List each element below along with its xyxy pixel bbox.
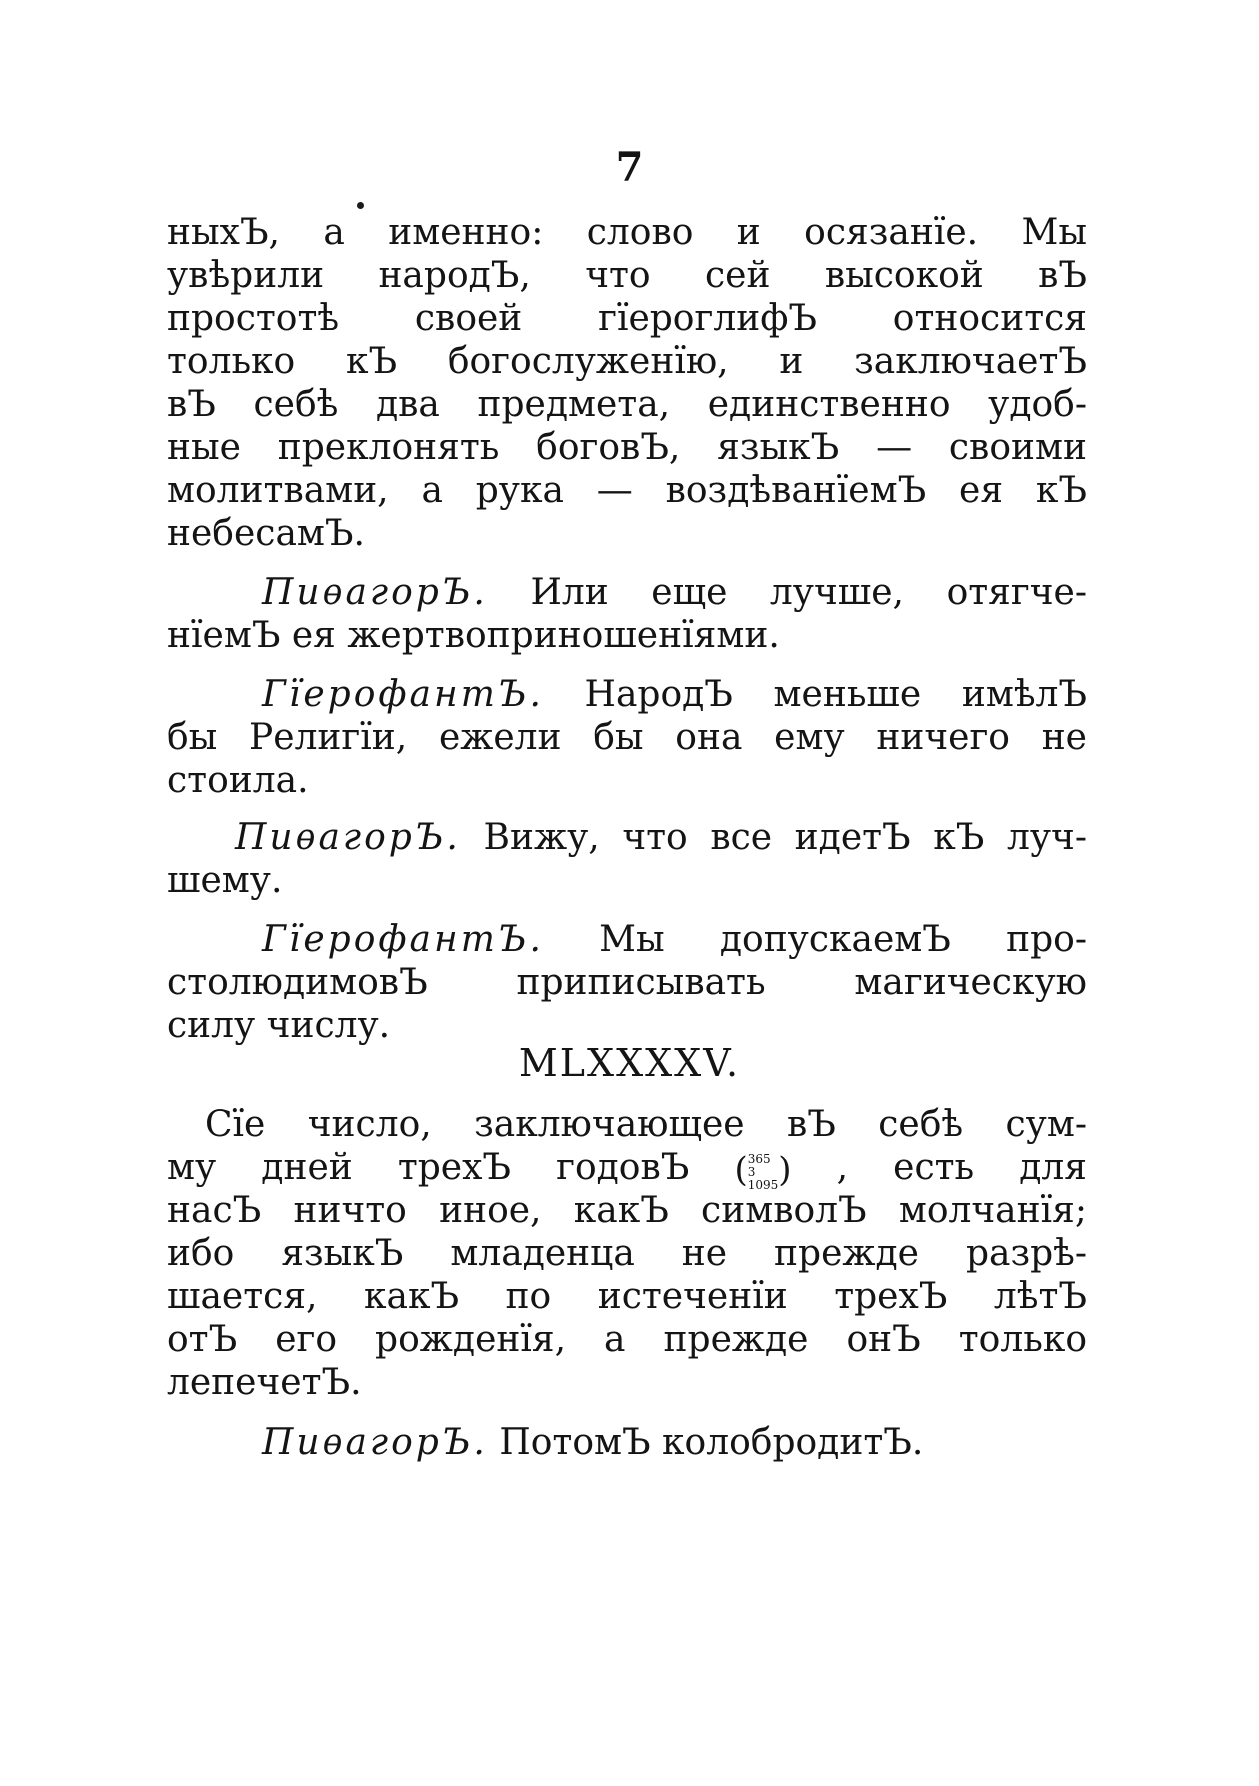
roman-numeral: MLXXXXV.: [518, 1041, 741, 1085]
page-number: 7: [615, 144, 644, 191]
text-line: ибо языкЪ младенца не прежде разрѣ-: [167, 1233, 1087, 1274]
text-line: только кЪ богослуженїю, и заключаетЪ: [167, 341, 1087, 382]
text-line: небесамЪ.: [167, 513, 365, 554]
text-line: стоила.: [167, 760, 309, 801]
text-line: нїемЪ ея жертвоприношенїями.: [167, 615, 780, 656]
dialogue-text: Вижу, что все идетЪ кЪ луч-: [483, 817, 1087, 858]
dialogue-line: [262, 1418, 1087, 1468]
text-line: насЪ ничто иное, какЪ символЪ молчанїя;: [167, 1190, 1087, 1231]
fraction-bottom: 1095: [747, 1177, 779, 1192]
text-line: вЪ себѣ два предмета, единственно удоб-: [167, 384, 1087, 425]
fraction-mid: 3: [747, 1164, 756, 1179]
text-line: силу числу.: [167, 1005, 391, 1046]
fraction-top: 365: [747, 1151, 771, 1166]
text-line: Сїе число, заключающее вЪ себѣ сум-: [205, 1104, 1087, 1145]
speaker-name: ПиѳагорЪ.: [262, 1422, 488, 1463]
speaker-name: ГїерофантЪ.: [262, 674, 544, 715]
text-line: ныхЪ, а именно: слово и осязанїе. Мы: [167, 212, 1087, 253]
dialogue-text: Мы допускаемЪ про-: [599, 919, 1087, 960]
dialogue-text: Или еще лучше, отягче-: [530, 572, 1087, 613]
text-line: ные преклонять боговЪ, языкЪ — своими: [167, 427, 1087, 468]
fraction-bracket: (365 3 1095): [734, 1150, 792, 1192]
speaker-name: ГїерофантЪ.: [262, 919, 544, 960]
text-line: молитвами, а рука — воздѣванїемЪ ея кЪ: [167, 470, 1087, 511]
text-segment: му дней трехЪ годовЪ: [167, 1147, 690, 1188]
text-line: шему.: [167, 860, 283, 901]
text-line: столюдимовЪ приписывать магическую: [167, 962, 1087, 1003]
text-segment: , есть для: [836, 1147, 1088, 1188]
dialogue-text: ПотомЪ колобродитЪ.: [499, 1422, 924, 1463]
text-line: лепечетЪ.: [167, 1362, 362, 1403]
text-line: увѣрили народЪ, что сей высокой вЪ: [167, 255, 1087, 296]
speaker-name: ПиѳагорЪ.: [235, 817, 461, 858]
text-line: шается, какЪ по истеченїи трехЪ лѣтЪ: [167, 1276, 1087, 1317]
text-line: отЪ его рожденїя, а прежде онЪ только: [167, 1319, 1087, 1360]
text-line: бы Религїи, ежели бы она ему ничего не: [167, 717, 1087, 758]
dialogue-text: НародЪ меньше имѣлЪ: [584, 674, 1087, 715]
speaker-name: ПиѳагорЪ.: [262, 572, 488, 613]
text-line: простотѣ своей гїероглифЪ относится: [167, 298, 1087, 339]
